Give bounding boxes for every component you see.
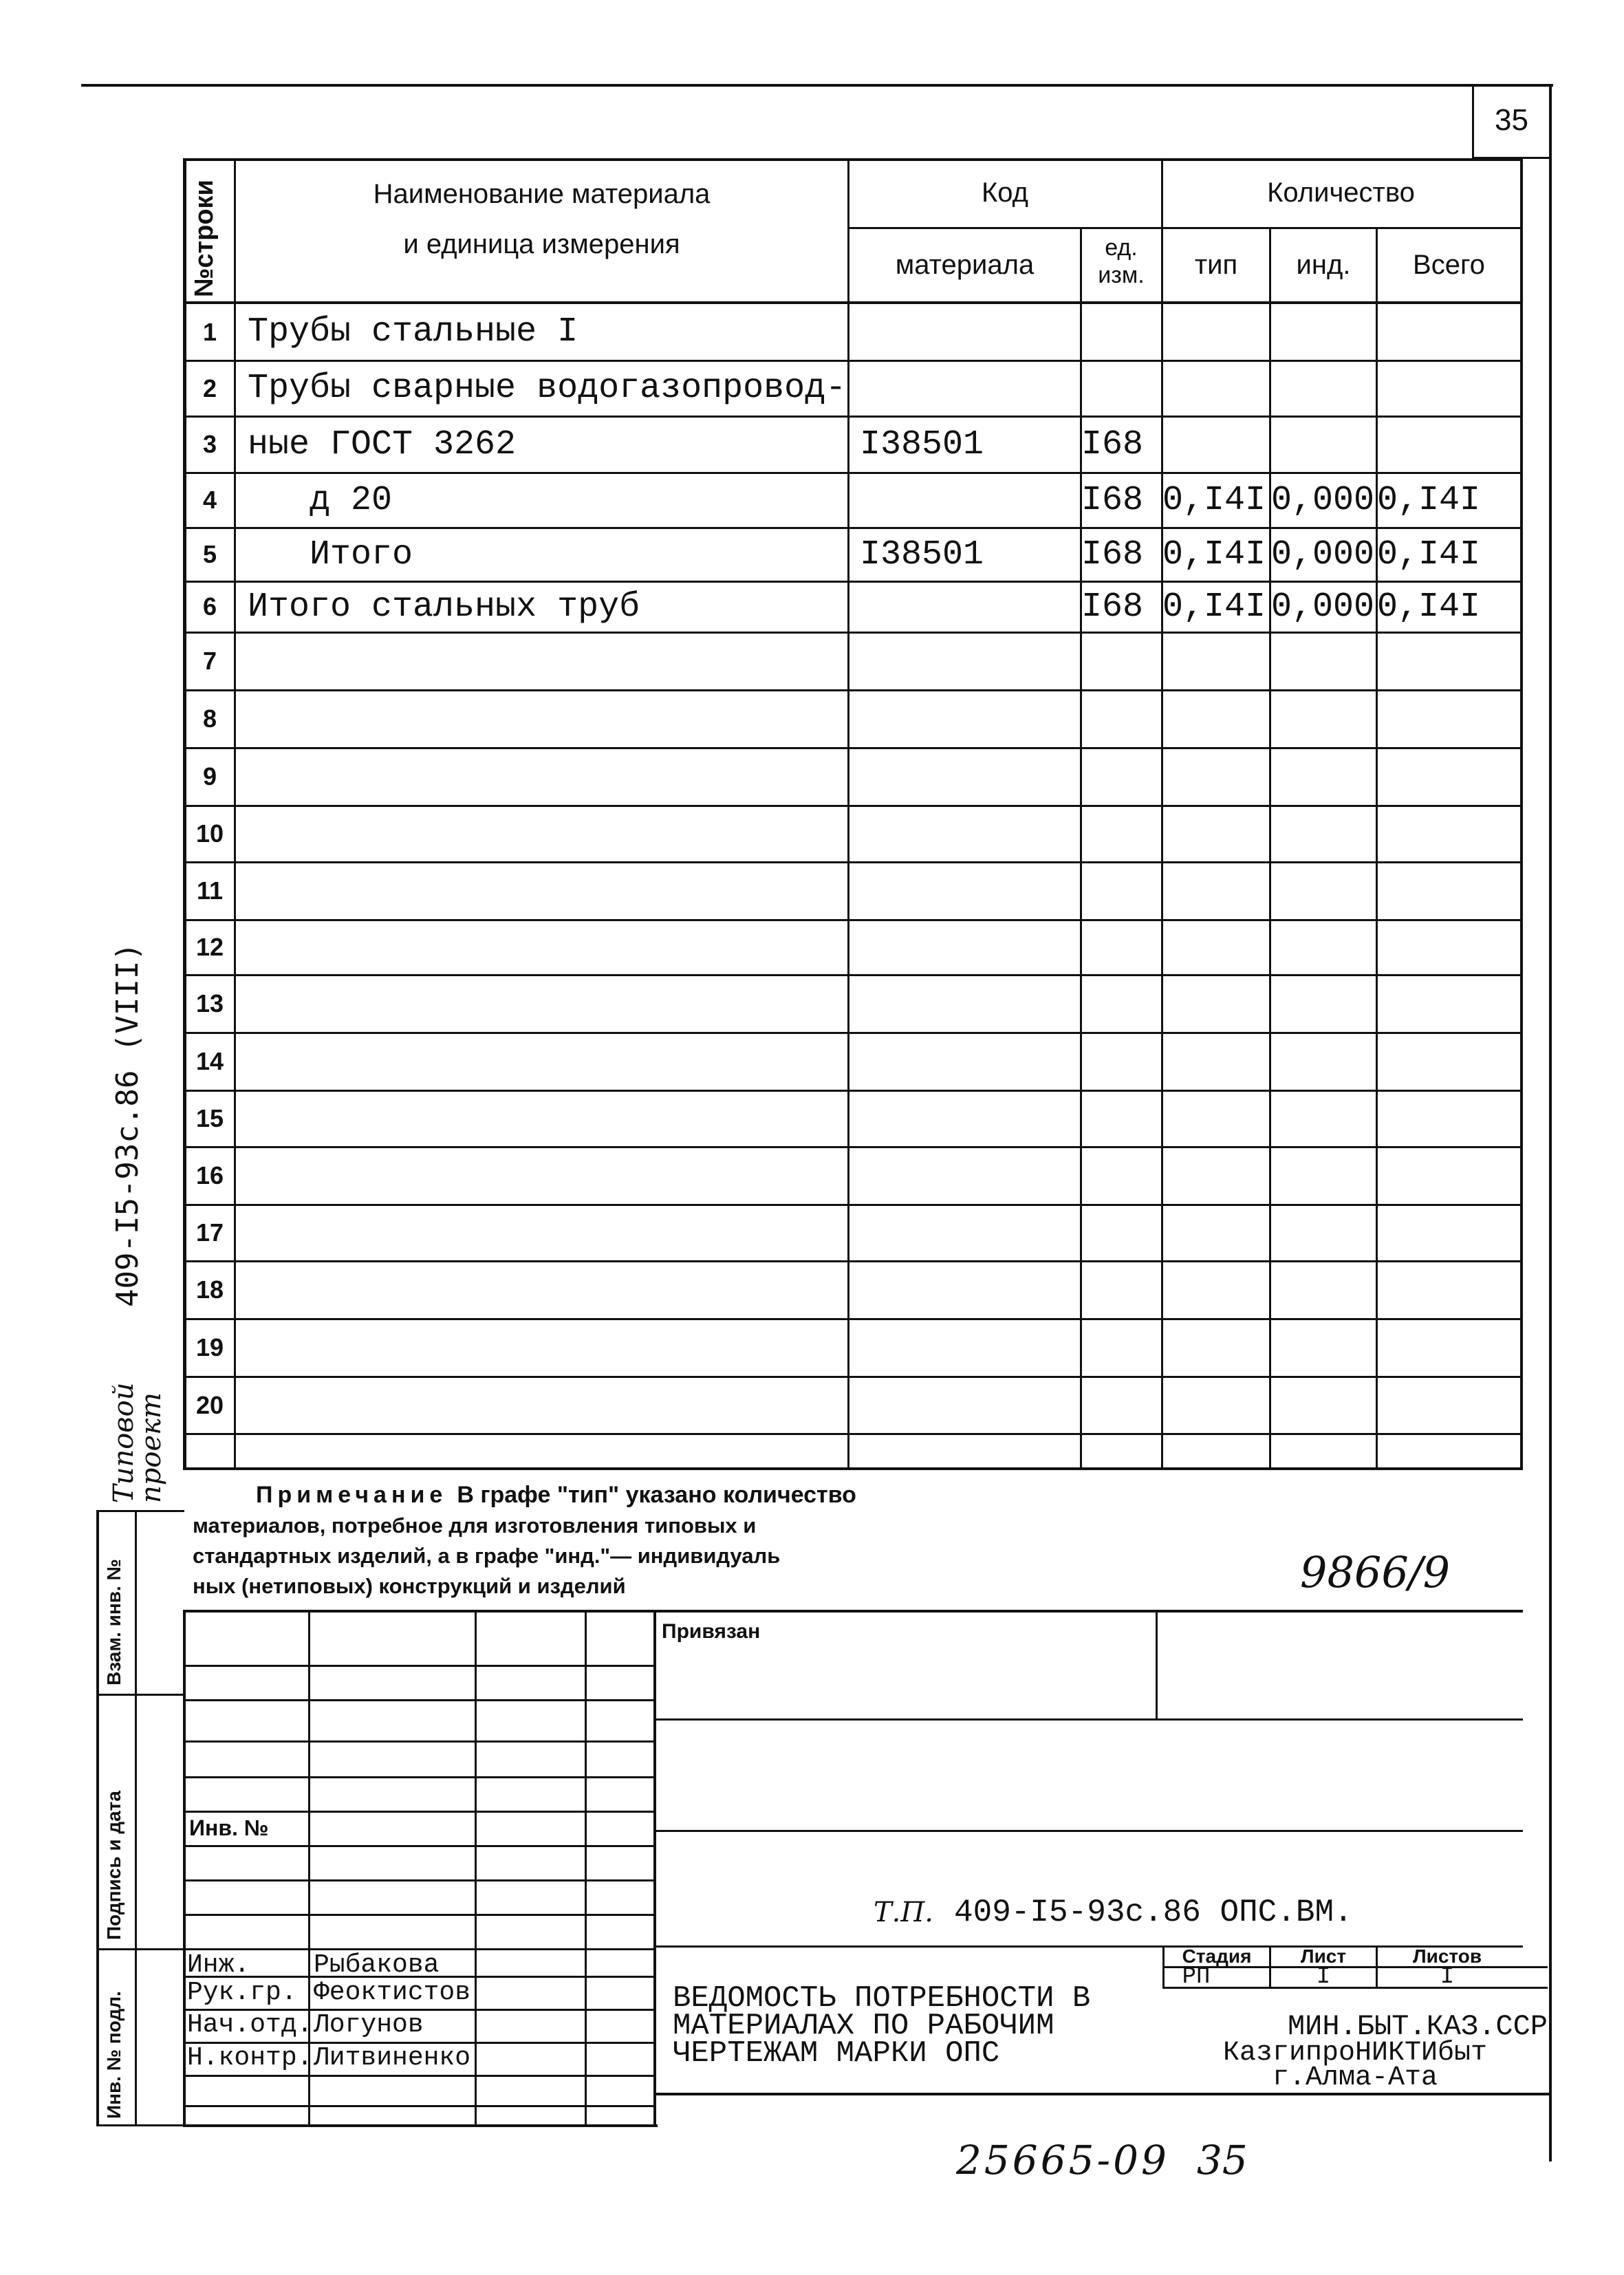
cell-unit: I68 (1081, 587, 1144, 627)
cell-code (860, 1263, 1079, 1317)
signer-role: Нач.отд. (187, 2010, 313, 2039)
cell-code (860, 583, 1079, 630)
cell-code (860, 1149, 1079, 1203)
cell-unit (1081, 808, 1160, 860)
top-border (81, 84, 1553, 87)
cell-name (248, 750, 846, 804)
cell-n: 10 (195, 819, 224, 848)
stamp-divider (653, 1610, 656, 2126)
cell-type: 0,I4I (1162, 587, 1266, 627)
stamp-linked-divider (1156, 1610, 1158, 1720)
row-line (183, 581, 1523, 583)
cell-ind (1271, 1092, 1374, 1145)
stamp-col-3 (585, 1610, 587, 2126)
cell-total: 0,I4I (1377, 587, 1481, 627)
cell-ind: 0,000 (1271, 535, 1374, 574)
header-row-no: №строки (190, 180, 219, 297)
row-line (183, 1318, 1523, 1320)
doc-title-1: ВЕДОМОСТЬ ПОТРЕБНОСТИ В (673, 1981, 1091, 2016)
header-total: Всего (1413, 249, 1485, 280)
header-code: Код (981, 177, 1028, 208)
stamp-bottom-right (656, 2093, 1550, 2095)
cell-type (1162, 808, 1269, 860)
row-line (183, 1090, 1523, 1092)
stamp-line-b (656, 1830, 1523, 1832)
table-right-border (1520, 158, 1523, 1469)
row-line (183, 861, 1523, 863)
row-line (183, 974, 1523, 976)
cell-unit: I68 (1081, 480, 1144, 520)
cell-unit (1081, 1321, 1160, 1374)
header-unit-1: ед. (1105, 235, 1138, 261)
cell-name (248, 692, 846, 746)
header-unit-2: изм. (1098, 262, 1145, 288)
page-box-left (1472, 84, 1474, 158)
row-line (183, 416, 1523, 418)
header-bottom-line (183, 301, 1523, 304)
bottom-page: 35 (1196, 2137, 1248, 2184)
stamp-top-line (183, 1610, 1523, 1613)
cell-total (1377, 1092, 1518, 1145)
cell-ind (1271, 1035, 1374, 1088)
cell-type (1162, 977, 1269, 1031)
sheet-label: Лист (1300, 1947, 1347, 1966)
row-line (183, 1032, 1523, 1034)
cell-type (1162, 922, 1269, 973)
cell-n: 4 (202, 486, 217, 514)
table-top-border (183, 158, 1523, 161)
cell-ind (1271, 634, 1374, 688)
stamp-row-6 (183, 1845, 656, 1847)
cell-code (860, 1092, 1079, 1145)
col-line-name (847, 158, 849, 1469)
note-line-1-rest: В графе "тип" указано количество (457, 1481, 856, 1508)
sheets-value: I (1440, 1966, 1455, 1988)
doc-code-prefix: Т.П. (874, 1897, 933, 1928)
header-mid-line (847, 227, 1520, 229)
cell-ind (1271, 922, 1374, 973)
header-ind: инд. (1296, 249, 1351, 280)
cell-total (1377, 977, 1518, 1031)
cell-name (248, 1092, 846, 1145)
cell-code (860, 922, 1079, 973)
cell-type (1162, 1321, 1269, 1374)
cell-name (248, 977, 846, 1031)
cell-n: 2 (202, 374, 217, 402)
doc-code-text: 409-I5-93с.86 ОПС.ВМ. (954, 1895, 1353, 1930)
stage-label: Стадия (1182, 1947, 1252, 1966)
row-line (183, 632, 1523, 634)
side-sep-1 (96, 1694, 184, 1696)
row-line (183, 747, 1523, 749)
cell-unit: I68 (1081, 424, 1144, 464)
cell-n: 17 (195, 1218, 224, 1247)
cell-type (1162, 864, 1269, 918)
cell-total: 0,I4I (1377, 535, 1481, 574)
cell-total (1377, 363, 1518, 414)
doc-title-2: МАТЕРИАЛАХ ПО РАБОЧИМ (673, 2009, 1054, 2043)
row-line (183, 1376, 1523, 1378)
cell-type (1162, 305, 1269, 358)
cell-name (248, 922, 846, 973)
cell-total (1377, 305, 1518, 358)
stamp-col-2 (475, 1610, 477, 2126)
doc-title-3: ЧЕРТЕЖАМ МАРКИ ОПС (673, 2036, 1000, 2071)
cell-ind (1271, 864, 1374, 918)
stamp-row-1 (183, 1665, 656, 1667)
side-border-right (135, 1510, 137, 2126)
cell-n: 18 (195, 1275, 224, 1304)
note-top-line (183, 1467, 1523, 1470)
cell-ind (1271, 1321, 1374, 1374)
cell-name (248, 808, 846, 860)
cell-unit (1081, 634, 1160, 688)
cell-n: 9 (202, 762, 217, 790)
sheets-label: Листов (1412, 1947, 1482, 1966)
cell-name (248, 1321, 846, 1374)
cell-type (1162, 634, 1269, 688)
side-album-code: 409-I5-93с.86 (VIII) (110, 942, 145, 1307)
cell-type: 0,I4I (1162, 535, 1266, 574)
stamp-line-a (656, 1718, 1523, 1721)
stamp-row-7 (183, 1879, 656, 1882)
right-border (1549, 84, 1552, 2161)
stamp-row-8 (183, 1914, 656, 1916)
cell-code (860, 808, 1079, 860)
cell-name: Итого (248, 535, 413, 574)
cell-name: Трубы сварные водогазопровод- (248, 369, 846, 408)
cell-type (1162, 1035, 1269, 1088)
page-number: 35 (1495, 103, 1528, 137)
cell-n: 6 (202, 592, 217, 621)
cell-unit (1081, 1379, 1160, 1432)
signer-name: Литвиненко (314, 2043, 471, 2072)
cell-total (1377, 1379, 1518, 1432)
cell-name (248, 1035, 846, 1088)
cell-unit (1081, 1149, 1160, 1203)
org-line-2: КазгипроНИКТИбыт (1222, 2038, 1488, 2068)
note-line-4: ных (нетиповых) конструкций и изделий (193, 1574, 626, 1598)
cell-ind (1271, 692, 1374, 746)
cell-type (1162, 1379, 1269, 1432)
cell-unit (1081, 1207, 1160, 1259)
cell-type: 0,I4I (1162, 480, 1266, 520)
row-line (183, 1260, 1523, 1262)
cell-ind (1271, 808, 1374, 860)
cell-name (248, 1379, 846, 1432)
header-type: тип (1194, 249, 1238, 280)
cell-name: д 20 (248, 480, 393, 520)
cell-name (248, 1207, 846, 1259)
col-line-n (234, 158, 236, 1469)
stamp-row-13 (183, 2075, 656, 2077)
table-left-border (183, 158, 186, 1469)
cell-code (860, 634, 1079, 688)
cell-name (248, 1149, 846, 1203)
row-line (183, 1204, 1523, 1206)
cell-unit (1081, 692, 1160, 746)
cell-n: 14 (195, 1047, 224, 1075)
handwritten-number: 9866/9 (1300, 1546, 1451, 1597)
cell-ind (1271, 977, 1374, 1031)
cell-ind (1271, 750, 1374, 804)
cell-n: 13 (195, 989, 224, 1017)
cell-code (860, 1035, 1079, 1088)
stamp-row-2 (183, 1699, 656, 1701)
cell-total: 0,I4I (1377, 480, 1481, 520)
cell-n: 16 (195, 1161, 224, 1189)
cell-code: I38501 (860, 535, 984, 574)
cell-code (860, 305, 1079, 358)
header-material: материала (895, 249, 1035, 280)
cell-n: 20 (195, 1390, 224, 1419)
cell-n: 15 (195, 1104, 224, 1132)
side-sep-top (96, 1510, 184, 1512)
cell-code (860, 977, 1079, 1031)
cell-n: 12 (195, 933, 224, 961)
cell-total (1377, 808, 1518, 860)
stamp-row-14 (183, 2105, 656, 2107)
side-typical-project: Типовой проект (108, 1382, 167, 1503)
side-sep-2 (96, 1948, 184, 1950)
header-quantity: Количество (1267, 177, 1415, 208)
note-line-1 (256, 1478, 856, 1512)
cell-unit (1081, 922, 1160, 973)
side-inv-podl: Инв. № подл. (103, 1991, 124, 2119)
cell-code (860, 692, 1079, 746)
cell-type (1162, 418, 1269, 471)
row-line (183, 360, 1523, 362)
cell-ind (1271, 1207, 1374, 1259)
cell-total (1377, 750, 1518, 804)
cell-total (1377, 418, 1518, 471)
cell-unit (1081, 1035, 1160, 1088)
cell-name (248, 634, 846, 688)
side-vzam-inv: Взам. инв. № (103, 1559, 124, 1685)
bottom-number (956, 2133, 1248, 2188)
cell-total (1377, 692, 1518, 746)
cell-total (1377, 634, 1518, 688)
cell-type (1162, 692, 1269, 746)
row-line (183, 472, 1523, 474)
cell-n: 1 (202, 317, 217, 346)
cell-total (1377, 1207, 1518, 1259)
stamp-left-line (183, 1610, 186, 2126)
org-line-1: МИН.БЫТ.КАЗ.ССР (1287, 2010, 1548, 2043)
cell-type (1162, 1149, 1269, 1203)
note-title: Примечание (256, 1481, 448, 1508)
signer-role: Инж. (187, 1950, 250, 1979)
cell-unit (1081, 305, 1160, 358)
cell-unit (1081, 977, 1160, 1031)
cell-unit: I68 (1081, 535, 1144, 574)
cell-n: 19 (195, 1333, 224, 1361)
row-line (183, 527, 1523, 529)
cell-n: 7 (202, 647, 217, 675)
cell-total (1377, 1035, 1518, 1088)
cell-type (1162, 363, 1269, 414)
bottom-code: 25665-09 (956, 2137, 1169, 2184)
cell-code: I38501 (860, 424, 984, 464)
cell-n: 5 (202, 540, 217, 568)
cell-unit (1081, 750, 1160, 804)
cell-n: 3 (202, 430, 217, 458)
cell-total (1377, 864, 1518, 918)
row-line (183, 919, 1523, 921)
signer-name: Феоктистов (314, 1978, 471, 2007)
row-line (183, 1146, 1523, 1148)
side-border-left (96, 1510, 99, 2126)
cell-name (248, 1263, 846, 1317)
cell-name (248, 864, 846, 918)
cell-code (860, 363, 1079, 414)
doc-code (874, 1885, 1353, 1940)
stage-value: РП (1182, 1966, 1211, 1988)
cell-name: Итого стальных труб (248, 587, 640, 627)
cell-code (860, 1321, 1079, 1374)
cell-unit (1081, 1092, 1160, 1145)
sheet-value: I (1316, 1966, 1331, 1988)
row-line (183, 689, 1523, 691)
cell-ind (1271, 305, 1374, 358)
header-name-2: и единица измерения (403, 228, 680, 259)
signer-name: Логунов (314, 2010, 424, 2039)
cell-total (1377, 1321, 1518, 1374)
cell-type (1162, 1263, 1269, 1317)
cell-n: 11 (196, 876, 224, 905)
side-sep-bottom (96, 2124, 184, 2126)
stamp-row-3 (183, 1740, 656, 1743)
cell-code (860, 475, 1079, 526)
cell-type (1162, 1207, 1269, 1259)
cell-ind (1271, 363, 1374, 414)
org-line-3: г.Алма-Ата (1272, 2062, 1438, 2093)
cell-unit (1081, 1263, 1160, 1317)
note-line-2: материалов, потребное для изготовления типовых и (193, 1513, 757, 1538)
cell-total (1377, 1149, 1518, 1203)
signer-role: Рук.гр. (187, 1978, 297, 2007)
cell-n: 8 (202, 704, 217, 733)
signer-name: Рыбакова (314, 1950, 440, 1979)
cell-name: ные ГОСТ 3262 (248, 424, 517, 464)
cell-ind (1271, 418, 1374, 471)
cell-ind: 0,000 (1271, 480, 1374, 520)
cell-unit (1081, 363, 1160, 414)
cell-ind (1271, 1263, 1374, 1317)
cell-name: Трубы стальные I (248, 312, 578, 352)
cell-unit (1081, 864, 1160, 918)
stamp-row-4 (183, 1776, 656, 1778)
header-name-1: Наименование материала (373, 178, 711, 209)
cell-type (1162, 1092, 1269, 1145)
cell-code (860, 1379, 1079, 1432)
cell-ind (1271, 1379, 1374, 1432)
linked-label: Привязан (662, 1620, 761, 1643)
inv-no-label: Инв. № (189, 1815, 269, 1840)
cell-total (1377, 1263, 1518, 1317)
cell-total (1377, 922, 1518, 973)
signer-role: Н.контр. (187, 2043, 313, 2072)
cell-ind: 0,000 (1271, 587, 1374, 627)
row-line (183, 805, 1523, 807)
cell-code (860, 1207, 1079, 1259)
note-line-3: стандартных изделий, а в графе "инд."— индивидуаль (193, 1544, 781, 1568)
cell-ind (1271, 1149, 1374, 1203)
cell-type (1162, 750, 1269, 804)
side-podpis-data: Подпись и дата (103, 1791, 124, 1940)
cell-code (860, 864, 1079, 918)
cell-code (860, 750, 1079, 804)
row-line (183, 1433, 1523, 1435)
